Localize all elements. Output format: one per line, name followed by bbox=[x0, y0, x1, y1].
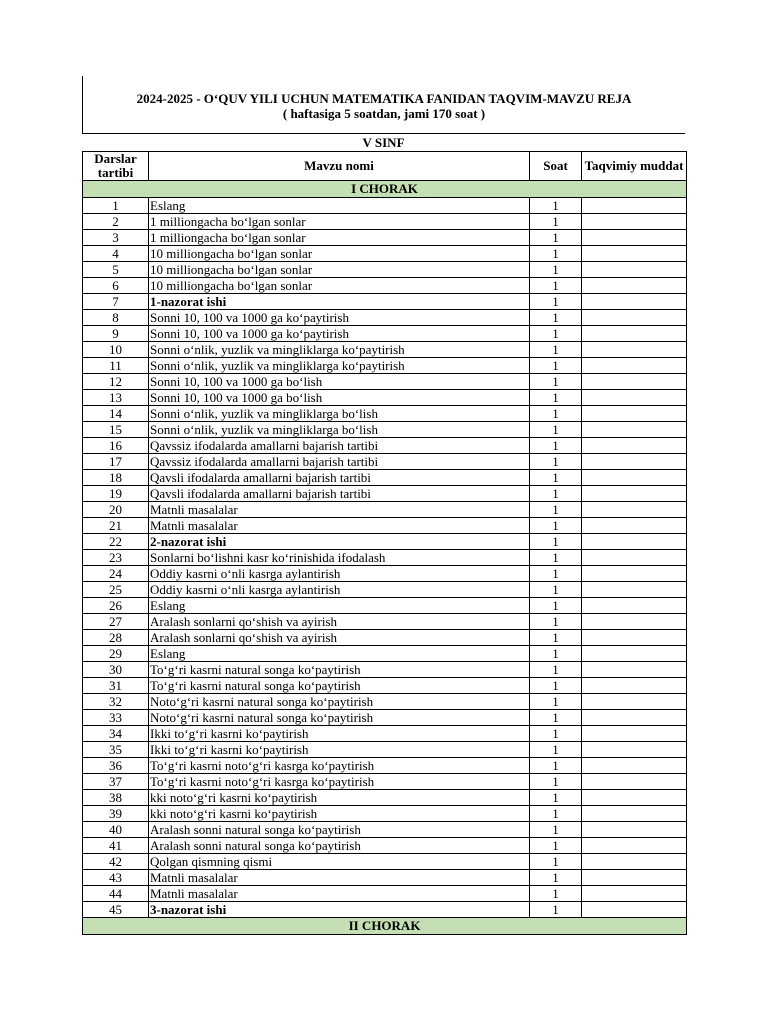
lesson-number: 16 bbox=[83, 438, 149, 454]
lesson-schedule bbox=[582, 310, 687, 326]
lesson-topic: kki noto‘g‘ri kasrni ko‘paytirish bbox=[149, 806, 530, 822]
lesson-number: 27 bbox=[83, 614, 149, 630]
table-row bbox=[83, 678, 687, 694]
lesson-schedule bbox=[582, 246, 687, 262]
lesson-topic: 2-nazorat ishi bbox=[149, 534, 530, 550]
lesson-number: 38 bbox=[83, 790, 149, 806]
lesson-number: 11 bbox=[83, 358, 149, 374]
lesson-schedule bbox=[582, 902, 687, 918]
lesson-topic: 10 milliongacha bo‘lgan sonlar bbox=[149, 278, 530, 294]
lesson-topic: 1 milliongacha bo‘lgan sonlar bbox=[149, 214, 530, 230]
lesson-number: 7 bbox=[83, 294, 149, 310]
lesson-topic: Aralash sonlarni qo‘shish va ayirish bbox=[149, 630, 530, 646]
lesson-number: 2 bbox=[83, 214, 149, 230]
table-row bbox=[83, 358, 687, 374]
lesson-hours: 1 bbox=[530, 646, 582, 662]
lesson-number: 21 bbox=[83, 518, 149, 534]
lesson-topic: 1-nazorat ishi bbox=[149, 294, 530, 310]
lesson-topic: Sonni 10, 100 va 1000 ga ko‘paytirish bbox=[149, 326, 530, 342]
quarter-label: II CHORAK bbox=[83, 918, 687, 935]
table-row bbox=[83, 262, 687, 278]
table-row bbox=[83, 502, 687, 518]
lesson-schedule bbox=[582, 390, 687, 406]
lesson-topic: Qavssiz ifodalarda amallarni bajarish tartibi bbox=[149, 438, 530, 454]
lesson-number: 28 bbox=[83, 630, 149, 646]
lesson-schedule bbox=[582, 406, 687, 422]
lesson-hours: 1 bbox=[530, 582, 582, 598]
lesson-hours: 1 bbox=[530, 246, 582, 262]
lesson-hours: 1 bbox=[530, 758, 582, 774]
lesson-topic: Sonni 10, 100 va 1000 ga ko‘paytirish bbox=[149, 310, 530, 326]
lesson-schedule bbox=[582, 262, 687, 278]
lesson-topic: To‘g‘ri kasrni natural songa ko‘paytirish bbox=[149, 662, 530, 678]
lesson-topic: 10 milliongacha bo‘lgan sonlar bbox=[149, 262, 530, 278]
lesson-hours: 1 bbox=[530, 870, 582, 886]
table-row bbox=[83, 278, 687, 294]
lesson-hours: 1 bbox=[530, 854, 582, 870]
lesson-number: 41 bbox=[83, 838, 149, 854]
lesson-number: 19 bbox=[83, 486, 149, 502]
lesson-schedule bbox=[582, 630, 687, 646]
lesson-schedule bbox=[582, 470, 687, 486]
table-row bbox=[83, 326, 687, 342]
lesson-topic: 10 milliongacha bo‘lgan sonlar bbox=[149, 246, 530, 262]
lesson-topic: Eslang bbox=[149, 646, 530, 662]
lesson-topic: Ikki to‘g‘ri kasrni ko‘paytirish bbox=[149, 742, 530, 758]
lesson-hours: 1 bbox=[530, 550, 582, 566]
lesson-schedule bbox=[582, 198, 687, 214]
lesson-number: 22 bbox=[83, 534, 149, 550]
lesson-topic: Aralash sonlarni qo‘shish va ayirish bbox=[149, 614, 530, 630]
lesson-topic: 3-nazorat ishi bbox=[149, 902, 530, 918]
lesson-topic: Qavsli ifodalarda amallarni bajarish tartibi bbox=[149, 486, 530, 502]
table-row bbox=[83, 534, 687, 550]
column-header-schedule: Taqvimiy muddat bbox=[582, 152, 687, 181]
lesson-hours: 1 bbox=[530, 406, 582, 422]
table-body bbox=[83, 181, 687, 918]
lesson-hours: 1 bbox=[530, 214, 582, 230]
lesson-schedule bbox=[582, 582, 687, 598]
lesson-topic: Oddiy kasrni o‘nli kasrga aylantirish bbox=[149, 566, 530, 582]
lesson-hours: 1 bbox=[530, 198, 582, 214]
table-row bbox=[83, 374, 687, 390]
lesson-topic: 1 milliongacha bo‘lgan sonlar bbox=[149, 230, 530, 246]
lesson-hours: 1 bbox=[530, 502, 582, 518]
lesson-schedule bbox=[582, 534, 687, 550]
lesson-number: 5 bbox=[83, 262, 149, 278]
lesson-schedule bbox=[582, 438, 687, 454]
lesson-number: 32 bbox=[83, 694, 149, 710]
table-row bbox=[83, 822, 687, 838]
lesson-number: 20 bbox=[83, 502, 149, 518]
table-row bbox=[83, 870, 687, 886]
lesson-hours: 1 bbox=[530, 678, 582, 694]
lesson-number: 44 bbox=[83, 886, 149, 902]
lesson-number: 18 bbox=[83, 470, 149, 486]
column-header-topic: Mavzu nomi bbox=[149, 152, 530, 181]
table-row bbox=[83, 598, 687, 614]
table-row bbox=[83, 646, 687, 662]
table-row bbox=[83, 790, 687, 806]
lesson-number: 40 bbox=[83, 822, 149, 838]
lesson-topic: Sonlarni bo‘lishni kasr ko‘rinishida ifodalash bbox=[149, 550, 530, 566]
lesson-topic: Matnli masalalar bbox=[149, 518, 530, 534]
table-row bbox=[83, 566, 687, 582]
lesson-hours: 1 bbox=[530, 342, 582, 358]
table-row bbox=[83, 198, 687, 214]
lesson-schedule bbox=[582, 278, 687, 294]
table-row bbox=[83, 838, 687, 854]
lesson-schedule bbox=[582, 358, 687, 374]
lesson-number: 9 bbox=[83, 326, 149, 342]
lesson-schedule bbox=[582, 518, 687, 534]
lesson-topic: Matnli masalalar bbox=[149, 502, 530, 518]
document-subtitle: ( haftasiga 5 soatdan, jami 170 soat ) bbox=[282, 106, 486, 121]
lesson-topic: Noto‘g‘ri kasrni natural songa ko‘paytirish bbox=[149, 694, 530, 710]
lesson-number: 4 bbox=[83, 246, 149, 262]
lesson-number: 33 bbox=[83, 710, 149, 726]
table-row bbox=[83, 726, 687, 742]
lesson-hours: 1 bbox=[530, 390, 582, 406]
lesson-topic: Qolgan qismning qismi bbox=[149, 854, 530, 870]
lesson-hours: 1 bbox=[530, 374, 582, 390]
lesson-number: 39 bbox=[83, 806, 149, 822]
lesson-number: 17 bbox=[83, 454, 149, 470]
lesson-schedule bbox=[582, 486, 687, 502]
lesson-topic: Sonni o‘nlik, yuzlik va mingliklarga bo‘lish bbox=[149, 406, 530, 422]
lesson-schedule bbox=[582, 694, 687, 710]
table-row bbox=[83, 886, 687, 902]
lesson-number: 10 bbox=[83, 342, 149, 358]
lesson-schedule bbox=[582, 710, 687, 726]
lesson-topic: To‘g‘ri kasrni noto‘g‘ri kasrga ko‘paytirish bbox=[149, 758, 530, 774]
lesson-number: 13 bbox=[83, 390, 149, 406]
lesson-topic: Matnli masalalar bbox=[149, 870, 530, 886]
lesson-hours: 1 bbox=[530, 518, 582, 534]
table-row bbox=[83, 550, 687, 566]
table-row bbox=[83, 694, 687, 710]
lesson-hours: 1 bbox=[530, 230, 582, 246]
lesson-number: 8 bbox=[83, 310, 149, 326]
lesson-topic: Sonni o‘nlik, yuzlik va mingliklarga bo‘lish bbox=[149, 422, 530, 438]
lesson-hours: 1 bbox=[530, 790, 582, 806]
quarter-row-1 bbox=[83, 181, 687, 198]
lesson-schedule bbox=[582, 502, 687, 518]
table-row bbox=[83, 614, 687, 630]
lesson-number: 15 bbox=[83, 422, 149, 438]
table-row bbox=[83, 438, 687, 454]
table-row bbox=[83, 422, 687, 438]
lesson-number: 37 bbox=[83, 774, 149, 790]
table-row bbox=[83, 406, 687, 422]
table-row bbox=[83, 774, 687, 790]
lesson-number: 42 bbox=[83, 854, 149, 870]
lesson-topic: Eslang bbox=[149, 198, 530, 214]
table-footer bbox=[83, 918, 687, 935]
lesson-hours: 1 bbox=[530, 838, 582, 854]
lesson-hours: 1 bbox=[530, 726, 582, 742]
lesson-hours: 1 bbox=[530, 774, 582, 790]
lesson-schedule bbox=[582, 870, 687, 886]
lesson-topic: Ikki to‘g‘ri kasrni ko‘paytirish bbox=[149, 726, 530, 742]
lesson-number: 34 bbox=[83, 726, 149, 742]
lesson-topic: Sonni o‘nlik, yuzlik va mingliklarga ko‘paytirish bbox=[149, 342, 530, 358]
quarter-row-2 bbox=[83, 918, 687, 935]
table-header-row bbox=[83, 152, 687, 181]
lesson-hours: 1 bbox=[530, 566, 582, 582]
lesson-number: 29 bbox=[83, 646, 149, 662]
lesson-number: 23 bbox=[83, 550, 149, 566]
lesson-hours: 1 bbox=[530, 662, 582, 678]
table-row bbox=[83, 742, 687, 758]
lesson-hours: 1 bbox=[530, 438, 582, 454]
lesson-hours: 1 bbox=[530, 486, 582, 502]
lesson-schedule bbox=[582, 614, 687, 630]
table-row bbox=[83, 582, 687, 598]
lesson-number: 24 bbox=[83, 566, 149, 582]
lesson-topic: Aralash sonni natural songa ko‘paytirish bbox=[149, 822, 530, 838]
lesson-number: 43 bbox=[83, 870, 149, 886]
lesson-topic: Qavsli ifodalarda amallarni bajarish tartibi bbox=[149, 470, 530, 486]
quarter-label: I CHORAK bbox=[83, 181, 687, 198]
lesson-schedule bbox=[582, 726, 687, 742]
document-title-box bbox=[82, 76, 685, 134]
lesson-number: 1 bbox=[83, 198, 149, 214]
table-row bbox=[83, 518, 687, 534]
lesson-schedule bbox=[582, 662, 687, 678]
lesson-hours: 1 bbox=[530, 598, 582, 614]
lesson-schedule bbox=[582, 838, 687, 854]
table-row bbox=[83, 342, 687, 358]
lesson-schedule bbox=[582, 550, 687, 566]
lesson-number: 6 bbox=[83, 278, 149, 294]
lesson-schedule bbox=[582, 854, 687, 870]
lesson-hours: 1 bbox=[530, 470, 582, 486]
lesson-plan-table bbox=[82, 151, 687, 935]
lesson-schedule bbox=[582, 454, 687, 470]
table-row bbox=[83, 758, 687, 774]
lesson-topic: Noto‘g‘ri kasrni natural songa ko‘paytirish bbox=[149, 710, 530, 726]
lesson-hours: 1 bbox=[530, 902, 582, 918]
table-row bbox=[83, 854, 687, 870]
lesson-topic: Sonni 10, 100 va 1000 ga bo‘lish bbox=[149, 374, 530, 390]
table-row bbox=[83, 214, 687, 230]
lesson-schedule bbox=[582, 230, 687, 246]
table-row bbox=[83, 630, 687, 646]
table-row bbox=[83, 310, 687, 326]
lesson-hours: 1 bbox=[530, 822, 582, 838]
table-row bbox=[83, 294, 687, 310]
table-row bbox=[83, 662, 687, 678]
lesson-schedule bbox=[582, 374, 687, 390]
lesson-schedule bbox=[582, 646, 687, 662]
lesson-hours: 1 bbox=[530, 294, 582, 310]
lesson-hours: 1 bbox=[530, 886, 582, 902]
lesson-hours: 1 bbox=[530, 278, 582, 294]
lesson-topic: Aralash sonni natural songa ko‘paytirish bbox=[149, 838, 530, 854]
lesson-schedule bbox=[582, 790, 687, 806]
lesson-topic: Matnli masalalar bbox=[149, 886, 530, 902]
lesson-topic: kki noto‘g‘ri kasrni ko‘paytirish bbox=[149, 790, 530, 806]
lesson-schedule bbox=[582, 598, 687, 614]
lesson-schedule bbox=[582, 294, 687, 310]
column-header-hours: Soat bbox=[530, 152, 582, 181]
table-row bbox=[83, 246, 687, 262]
document-title: 2024-2025 - O‘QUV YILI UCHUN MATEMATIKA FANIDAN TAQVIM-MAVZU REJA bbox=[136, 91, 632, 106]
table-row bbox=[83, 902, 687, 918]
lesson-schedule bbox=[582, 342, 687, 358]
lesson-schedule bbox=[582, 678, 687, 694]
lesson-number: 26 bbox=[83, 598, 149, 614]
lesson-schedule bbox=[582, 566, 687, 582]
lesson-hours: 1 bbox=[530, 422, 582, 438]
lesson-topic: Oddiy kasrni o‘nli kasrga aylantirish bbox=[149, 582, 530, 598]
table-row bbox=[83, 454, 687, 470]
lesson-topic: Sonni 10, 100 va 1000 ga bo‘lish bbox=[149, 390, 530, 406]
lesson-schedule bbox=[582, 822, 687, 838]
lesson-hours: 1 bbox=[530, 614, 582, 630]
lesson-schedule bbox=[582, 742, 687, 758]
table-row bbox=[83, 806, 687, 822]
lesson-schedule bbox=[582, 758, 687, 774]
lesson-number: 25 bbox=[83, 582, 149, 598]
table-row bbox=[83, 470, 687, 486]
lesson-hours: 1 bbox=[530, 710, 582, 726]
lesson-number: 36 bbox=[83, 758, 149, 774]
lesson-number: 30 bbox=[83, 662, 149, 678]
lesson-topic: Qavssiz ifodalarda amallarni bajarish tartibi bbox=[149, 454, 530, 470]
lesson-topic: Eslang bbox=[149, 598, 530, 614]
lesson-hours: 1 bbox=[530, 454, 582, 470]
lesson-number: 31 bbox=[83, 678, 149, 694]
lesson-hours: 1 bbox=[530, 806, 582, 822]
lesson-hours: 1 bbox=[530, 742, 582, 758]
lesson-schedule bbox=[582, 326, 687, 342]
lesson-topic: Sonni o‘nlik, yuzlik va mingliklarga ko‘paytirish bbox=[149, 358, 530, 374]
lesson-hours: 1 bbox=[530, 694, 582, 710]
lesson-number: 14 bbox=[83, 406, 149, 422]
lesson-schedule bbox=[582, 886, 687, 902]
lesson-schedule bbox=[582, 774, 687, 790]
lesson-hours: 1 bbox=[530, 630, 582, 646]
lesson-schedule bbox=[582, 806, 687, 822]
lesson-hours: 1 bbox=[530, 358, 582, 374]
lesson-number: 45 bbox=[83, 902, 149, 918]
lesson-hours: 1 bbox=[530, 326, 582, 342]
class-title: V SINF bbox=[362, 135, 405, 150]
table-row bbox=[83, 486, 687, 502]
lesson-number: 35 bbox=[83, 742, 149, 758]
table-row bbox=[83, 710, 687, 726]
lesson-hours: 1 bbox=[530, 534, 582, 550]
lesson-hours: 1 bbox=[530, 262, 582, 278]
lesson-schedule bbox=[582, 214, 687, 230]
lesson-hours: 1 bbox=[530, 310, 582, 326]
table-row bbox=[83, 230, 687, 246]
lesson-topic: To‘g‘ri kasrni natural songa ko‘paytirish bbox=[149, 678, 530, 694]
lesson-schedule bbox=[582, 422, 687, 438]
column-header-order: Darslar tartibi bbox=[83, 152, 149, 181]
lesson-topic: To‘g‘ri kasrni noto‘g‘ri kasrga ko‘paytirish bbox=[149, 774, 530, 790]
lesson-number: 3 bbox=[83, 230, 149, 246]
table-row bbox=[83, 390, 687, 406]
lesson-number: 12 bbox=[83, 374, 149, 390]
